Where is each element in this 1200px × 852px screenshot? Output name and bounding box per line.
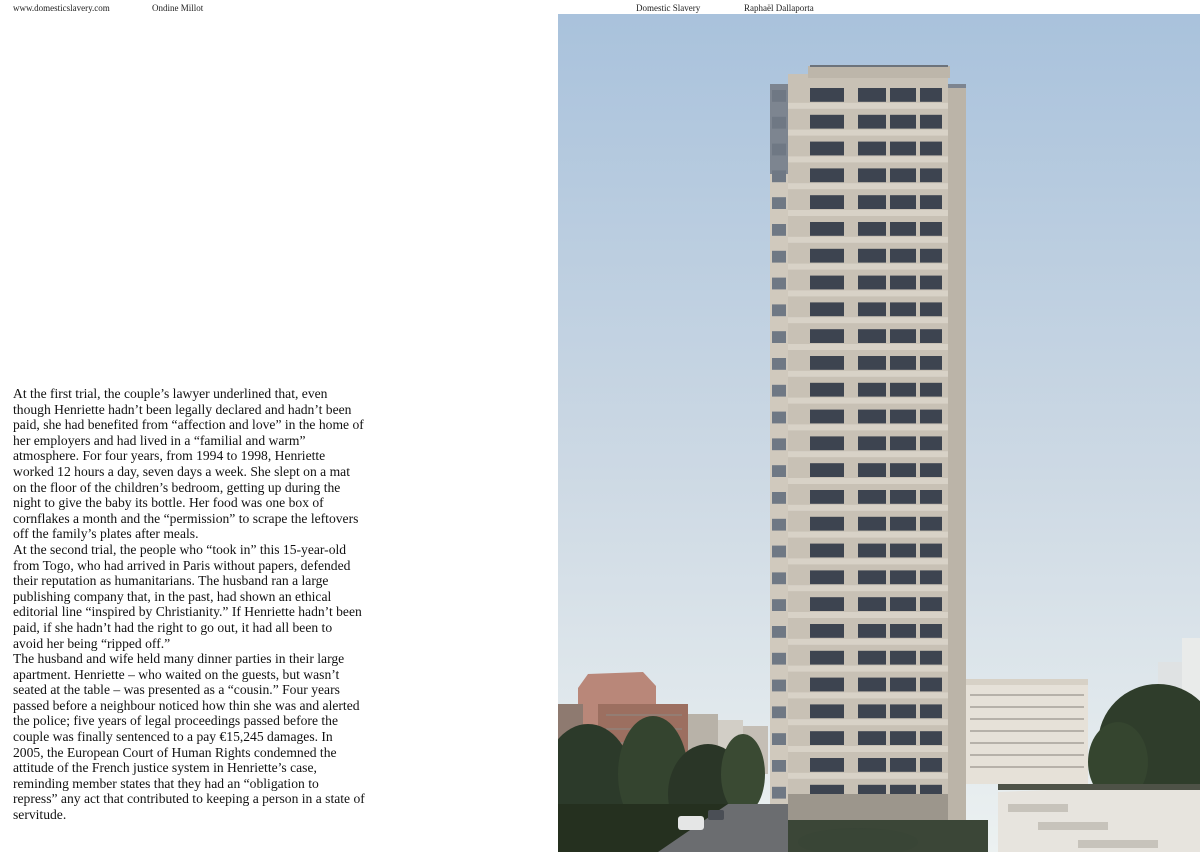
tower-window — [858, 329, 886, 343]
tower-window — [810, 436, 844, 450]
tower-floor-slab — [788, 532, 948, 538]
tower-window — [810, 410, 844, 424]
tower-window — [890, 490, 916, 504]
tower-window — [810, 678, 844, 692]
tower-window — [810, 490, 844, 504]
tower-side-window — [772, 144, 786, 156]
tower-window — [810, 651, 844, 665]
tower-side-window — [772, 787, 786, 799]
tower-window — [858, 168, 886, 182]
tower-floor-slab — [788, 344, 948, 350]
tower-window — [890, 517, 916, 531]
article-paragraph-3: The husband and wife held many dinner parties in their large apartment. Henriette – who waited on the guests, but wasn’t seated at the table – was presented as a “cousin.” Four years passed before a neighbour noticed how thin she was and alerted the police; five years of legal proceedings passed before the couple was finally sentenced to a pay €15,245 damages. In 2005, the European Court of Human Rights condemned the attitude of the French justice system in Henriette’s case, reminding member states that they had an “obligation to repress” any act that contributed to keeping a person in a state of servitude. — [13, 651, 365, 823]
tower-window — [858, 142, 886, 156]
tower-window — [920, 678, 942, 692]
tower-window — [920, 249, 942, 263]
tower-window — [810, 222, 844, 236]
tower-window — [890, 88, 916, 102]
tower-floor-slab — [788, 692, 948, 698]
tower-window — [890, 222, 916, 236]
tower-floor-slab — [788, 210, 948, 216]
tower-window — [810, 356, 844, 370]
tower-floor-slab — [788, 371, 948, 377]
tower-floor-slab — [788, 478, 948, 484]
tower-side-window — [772, 653, 786, 665]
tower-window — [858, 704, 886, 718]
tower-side-window — [772, 358, 786, 370]
tower-side-window — [772, 626, 786, 638]
tower-floor-slab — [788, 317, 948, 323]
tower-window — [920, 463, 942, 477]
tower-floor-slab — [788, 424, 948, 430]
tower-side-window — [772, 546, 786, 558]
tower-window — [810, 88, 844, 102]
tower-floor-slab — [788, 130, 948, 136]
article-body — [13, 386, 365, 823]
tower-window — [890, 329, 916, 343]
tower-window — [890, 115, 916, 129]
tower-side-window — [772, 412, 786, 424]
tower-floor-slab — [788, 585, 948, 591]
tower-window — [920, 597, 942, 611]
tower-window — [920, 88, 942, 102]
article-paragraph-2: At the second trial, the people who “took in” this 15-year-old from Togo, who had arrived in Paris without papers, defended their reputation as humanitarians. The husband ran a large publishing company that, in the past, had shown an ethical editorial line “inspired by Christianity.” If Henriette hadn’t been paid, if she hadn’t had the right to go out, it had all been to avoid her being “ripped off.” — [13, 541, 362, 651]
tower-window — [858, 731, 886, 745]
tower-floor-slab — [788, 612, 948, 618]
tower-window — [858, 115, 886, 129]
tower-window — [810, 383, 844, 397]
tower-window — [858, 88, 886, 102]
tower-window — [920, 168, 942, 182]
tower-window — [890, 758, 916, 772]
tower-window — [920, 142, 942, 156]
main-tower — [770, 66, 966, 820]
tower-floor-slab — [788, 773, 948, 779]
tower-window — [920, 624, 942, 638]
tower-side-window — [772, 304, 786, 316]
tower-window — [890, 276, 916, 290]
tower-window — [890, 544, 916, 558]
tower-window — [858, 222, 886, 236]
tower-side-window — [772, 197, 786, 209]
tower-window — [810, 115, 844, 129]
tower-window — [890, 570, 916, 584]
tower-window — [890, 597, 916, 611]
tower-window — [920, 544, 942, 558]
tower-floor-slab — [788, 398, 948, 404]
tower-floor-slab — [788, 156, 948, 162]
tower-floor-slab — [788, 451, 948, 457]
tower-side-window — [772, 572, 786, 584]
tower-window — [858, 302, 886, 316]
tower-window — [920, 356, 942, 370]
tower-window — [890, 436, 916, 450]
author-name: Ondine Millot — [152, 3, 204, 13]
tower-window — [858, 490, 886, 504]
tower-floor-slab — [788, 558, 948, 564]
tower-window — [920, 195, 942, 209]
tower-window — [858, 570, 886, 584]
tower-window — [920, 570, 942, 584]
tower-window — [858, 544, 886, 558]
tower-block-illustration — [558, 14, 1200, 852]
tower-floor-slab — [788, 103, 948, 109]
tower-window — [810, 517, 844, 531]
tower-window — [858, 758, 886, 772]
tower-window — [920, 410, 942, 424]
tower-window — [920, 517, 942, 531]
tower-window — [890, 142, 916, 156]
tower-block-photo — [558, 14, 1200, 852]
tower-window — [810, 597, 844, 611]
tower-window — [858, 195, 886, 209]
tower-window — [810, 195, 844, 209]
tower-window — [890, 624, 916, 638]
tower-window — [810, 758, 844, 772]
tower-window — [890, 356, 916, 370]
tower-window — [920, 276, 942, 290]
tower-window — [810, 544, 844, 558]
tower-side-window — [772, 760, 786, 772]
tower-window — [810, 276, 844, 290]
tower-side-window — [772, 90, 786, 102]
tower-window — [858, 356, 886, 370]
tower-window — [858, 463, 886, 477]
tower-window — [920, 383, 942, 397]
tower-side-window — [772, 224, 786, 236]
tower-window — [810, 168, 844, 182]
tower-side-window — [772, 385, 786, 397]
tower-window — [810, 570, 844, 584]
tower-window — [890, 678, 916, 692]
article-paragraph-1: At the first trial, the couple’s lawyer underlined that, even though Henriette hadn’t been legally declared and hadn’t been paid, she had benefited from “affection and love” in the home of her employers and had lived in a “familial and warm” atmosphere. For four years, from 1994 to 1998, Henriette worked 12 hours a day, seven days a week. She slept on a mat on the floor of the children’s bedroom, getting up during the night to give the baby its bottle. Her food was one box of cornflakes a month and the “permission” to scrape the leftovers off the family’s plates after meals. — [13, 386, 364, 542]
tower-floor-slab — [788, 290, 948, 296]
tower-side-window — [772, 465, 786, 477]
tower-window — [810, 142, 844, 156]
tower-floor-slab — [788, 237, 948, 243]
tower-floor-slab — [788, 746, 948, 752]
tower-side-window — [772, 492, 786, 504]
tower-window — [920, 302, 942, 316]
tower-window — [890, 704, 916, 718]
tower-window — [890, 168, 916, 182]
tower-window — [920, 731, 942, 745]
tower-window — [858, 436, 886, 450]
publication-title: Domestic Slavery — [636, 3, 701, 13]
tower-window — [810, 624, 844, 638]
tower-window — [920, 222, 942, 236]
tower-window — [890, 731, 916, 745]
tower-side-window — [772, 331, 786, 343]
tower-window — [920, 758, 942, 772]
tower-window — [890, 302, 916, 316]
tower-window — [858, 383, 886, 397]
tower-side-window — [772, 733, 786, 745]
tower-window — [858, 410, 886, 424]
tower-window — [810, 463, 844, 477]
tower-side-window — [772, 117, 786, 129]
tower-window — [858, 276, 886, 290]
tower-floor-slab — [788, 719, 948, 725]
tower-floor-slab — [788, 666, 948, 672]
tower-side-window — [772, 680, 786, 692]
tower-window — [858, 678, 886, 692]
tower-side-window — [772, 519, 786, 531]
tower-window — [810, 731, 844, 745]
tower-floor-slab — [788, 505, 948, 511]
tower-window — [920, 329, 942, 343]
tower-side-window — [772, 278, 786, 290]
tower-window — [920, 436, 942, 450]
tower-window — [920, 704, 942, 718]
tower-window — [810, 249, 844, 263]
tower-window — [810, 329, 844, 343]
tower-window — [810, 302, 844, 316]
tower-window — [920, 490, 942, 504]
tower-window — [920, 651, 942, 665]
tower-window — [810, 704, 844, 718]
tower-window — [858, 517, 886, 531]
tower-side-window — [772, 706, 786, 718]
tower-floor-slab — [788, 183, 948, 189]
tower-window — [858, 597, 886, 611]
tower-window — [858, 249, 886, 263]
tower-window — [890, 463, 916, 477]
tower-window — [858, 651, 886, 665]
tower-window — [890, 195, 916, 209]
tower-side-window — [772, 251, 786, 263]
tower-window — [890, 383, 916, 397]
website-url: www.domesticslavery.com — [13, 3, 110, 13]
tower-window — [920, 115, 942, 129]
tower-floor-slab — [788, 639, 948, 645]
tower-window — [890, 651, 916, 665]
tower-side-window — [772, 599, 786, 611]
tower-window — [890, 410, 916, 424]
photographer-name: Raphaël Dallaporta — [744, 3, 814, 13]
tower-window — [890, 249, 916, 263]
tower-floor-slab — [788, 264, 948, 270]
tower-window — [858, 624, 886, 638]
tower-side-window — [772, 438, 786, 450]
tower-side-window — [772, 170, 786, 182]
